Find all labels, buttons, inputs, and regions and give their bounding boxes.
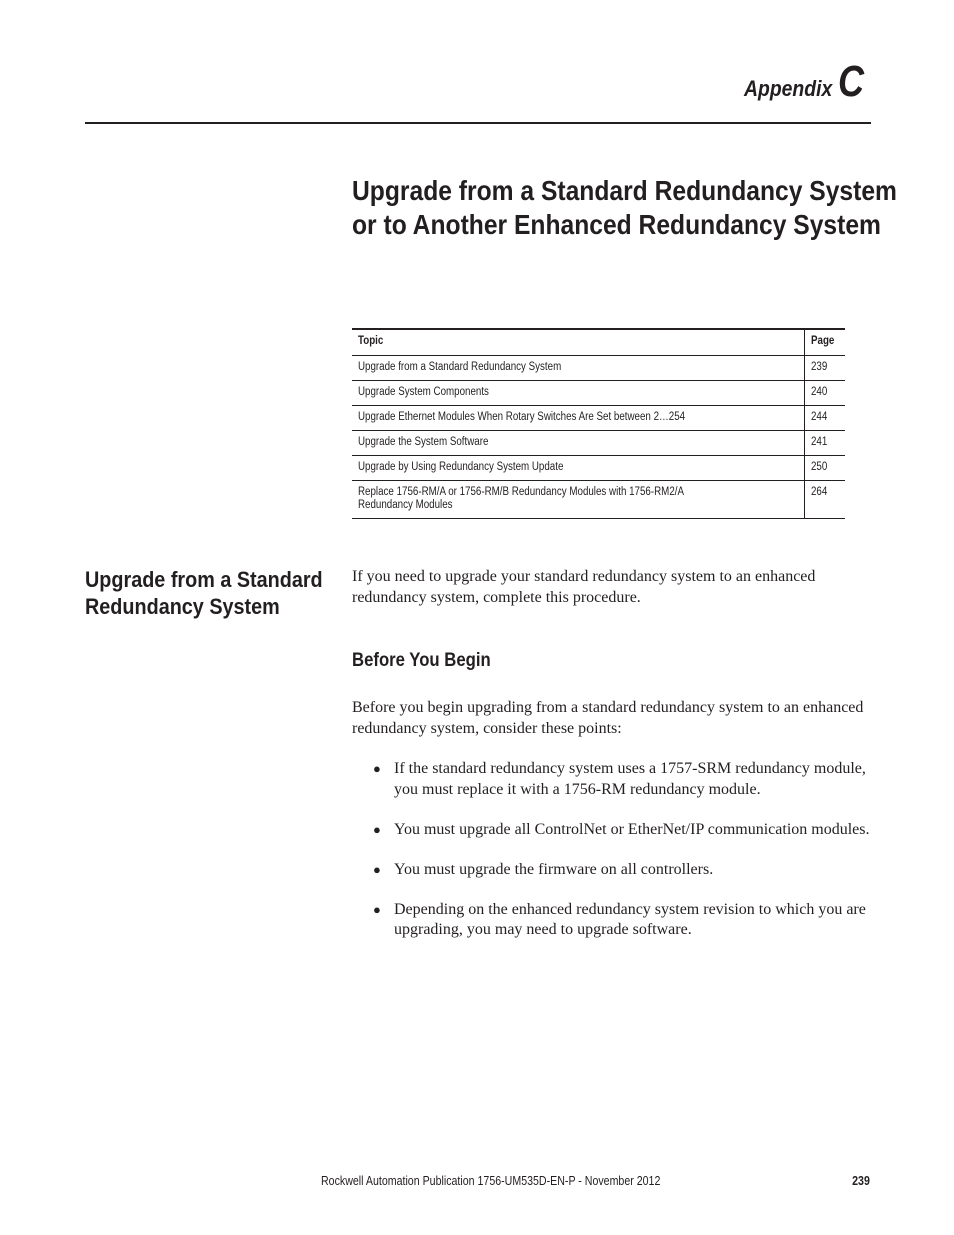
topic-cell: Upgrade from a Standard Redundancy System xyxy=(358,361,562,373)
topic-column-header: Topic xyxy=(358,335,384,347)
table-row xyxy=(352,456,845,481)
page-cell: 264 xyxy=(805,481,845,519)
appendix-label xyxy=(732,57,870,106)
bullet-icon: ● xyxy=(373,861,381,877)
topic-cell: Replace 1756-RM/A or 1756-RM/B Redundancy Modules with 1756-RM2/A Redundancy Modules xyxy=(358,486,684,511)
topic-cell: Upgrade by Using Redundancy System Update xyxy=(358,461,564,473)
chapter-title xyxy=(352,174,897,242)
appendix-word: Appendix xyxy=(744,76,833,101)
publication-info: Rockwell Automation Publication 1756-UM535D-EN-P - November 2012 xyxy=(321,1174,661,1188)
page-cell: 239 xyxy=(805,356,845,381)
before-you-begin-heading: Before You Begin xyxy=(352,650,491,671)
section-heading xyxy=(85,566,331,620)
table-row xyxy=(352,406,845,431)
list-item: ● Depending on the enhanced redundancy system revision to which you are upgrading, you may need to upgrade software. xyxy=(373,900,866,938)
considerations-list xyxy=(352,759,872,960)
page-cell: 244 xyxy=(805,406,845,431)
page-number: 239 xyxy=(852,1174,870,1188)
lead-paragraph: Before you begin upgrading from a standard redundancy system to an enhanced redundancy system, consider these points: xyxy=(352,699,864,737)
topic-cell: Upgrade System Components xyxy=(358,386,489,398)
topics-table xyxy=(352,328,845,519)
topic-cell: Upgrade the System Software xyxy=(358,436,489,448)
appendix-letter: C xyxy=(838,57,865,106)
list-item: ● You must upgrade all ControlNet or EtherNet/IP communication modules. xyxy=(352,820,872,841)
table-row xyxy=(352,356,845,381)
table-header-row xyxy=(352,329,845,356)
list-item: ● If the standard redundancy system uses a 1757-SRM redundancy module, you must replace it with a 1756-RM redundancy module. xyxy=(373,760,866,798)
topic-cell: Upgrade Ethernet Modules When Rotary Switches Are Set between 2…254 xyxy=(358,411,686,423)
table-row xyxy=(352,431,845,456)
list-item: ● You must upgrade the firmware on all controllers. xyxy=(352,860,872,881)
section-heading-line-1: Upgrade from a Standard xyxy=(85,567,323,592)
bullet-icon: ● xyxy=(373,821,381,837)
section-heading-line-2: Redundancy System xyxy=(85,594,280,619)
page-column-header: Page xyxy=(805,329,845,356)
page-cell: 240 xyxy=(805,381,845,406)
header-rule xyxy=(85,122,871,124)
table-row xyxy=(352,381,845,406)
table-row xyxy=(352,481,845,519)
chapter-title-line-2: or to Another Enhanced Redundancy System xyxy=(352,209,881,240)
intro-paragraph: If you need to upgrade your standard redundancy system to an enhanced redundancy system, complete this procedure. xyxy=(352,568,816,606)
chapter-title-line-1: Upgrade from a Standard Redundancy System xyxy=(352,175,897,206)
bullet-icon: ● xyxy=(373,901,381,917)
page-cell: 250 xyxy=(805,456,845,481)
page-cell: 241 xyxy=(805,431,845,456)
bullet-icon: ● xyxy=(373,761,381,776)
